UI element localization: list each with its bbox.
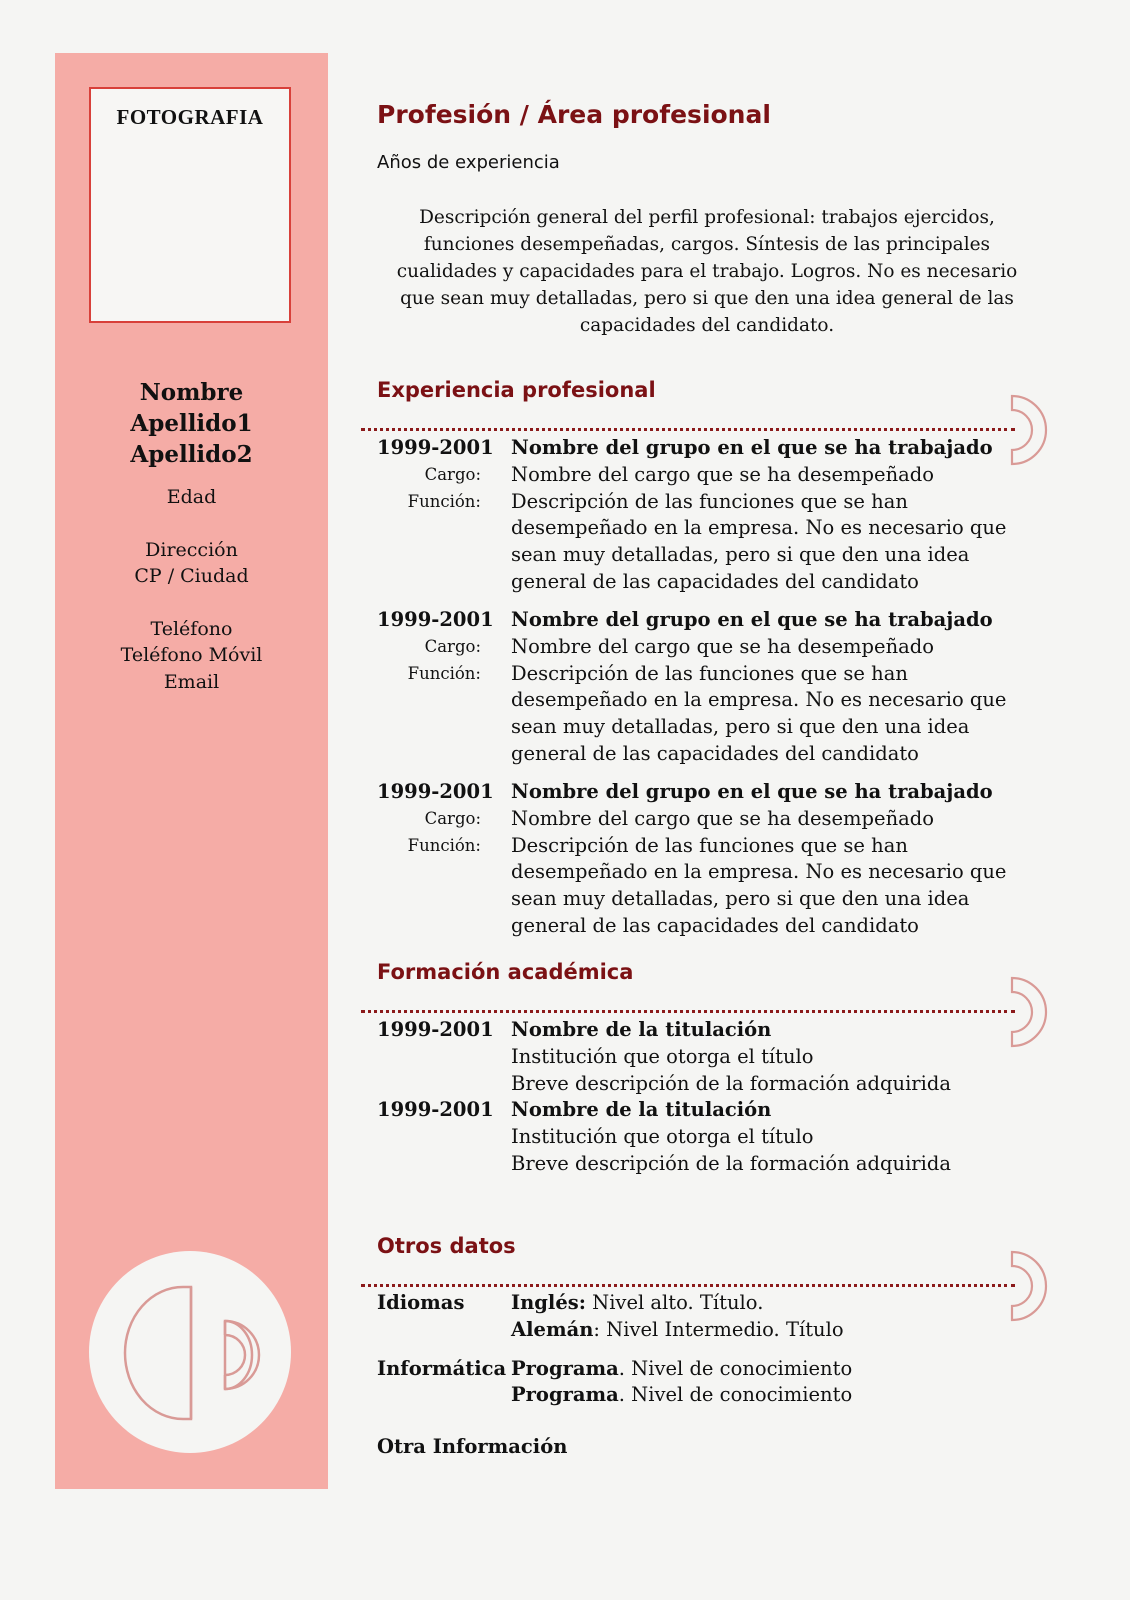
cargo-label: Cargo: <box>424 636 481 656</box>
experience-section-title: Experiencia profesional <box>377 378 656 402</box>
other-section-title: Otros datos <box>377 1234 516 1258</box>
profile-description: Descripción general del perfil profesional: trabajos ejercidos, funciones desempeñadas, cargos. Síntesis de las principales cualidades y capacidades para el trabajo. Logros. No es necesario que sean muy detalladas, pero si que den una idea general de las capacidades del candidato. <box>396 207 1018 336</box>
entry-description-line: sean muy detalladas, pero si que den una idea <box>511 543 970 567</box>
personal-info <box>55 377 328 695</box>
languages-label: Idiomas <box>377 1291 465 1314</box>
institution: Institución que otorga el título <box>511 1124 814 1148</box>
program-name: Programa <box>511 1383 619 1407</box>
entry-role: Nombre del cargo que se ha desempeñado <box>511 806 934 830</box>
education-section-title: Formación académica <box>377 960 634 984</box>
funcion-label: Función: <box>407 663 481 683</box>
experience-entry <box>377 779 1077 940</box>
entry-years: 1999-2001 <box>377 1098 494 1121</box>
profession-title: Profesión / Área profesional <box>377 100 771 129</box>
entry-years: 1999-2001 <box>377 780 494 803</box>
mobile-phone: Teléfono Móvil <box>120 644 263 666</box>
cargo-label: Cargo: <box>424 808 481 828</box>
other-divider <box>361 1284 1015 1287</box>
degree-description: Breve descripción de la formación adquirida <box>511 1151 951 1175</box>
entry-description-line: desempeñado en la empresa. No es necesario que <box>511 516 1007 540</box>
education-entry <box>377 1017 1077 1097</box>
age: Edad <box>166 486 217 508</box>
years-of-experience: Años de experiencia <box>377 152 560 173</box>
surname-1: Apellido1 <box>130 410 253 437</box>
phone: Teléfono <box>150 617 233 640</box>
language-level: Nivel alto. Título. <box>585 1291 764 1314</box>
first-name: Nombre <box>139 379 244 406</box>
photo-label: FOTOGRAFIA <box>116 105 264 129</box>
logo-icon <box>89 1251 291 1453</box>
entry-company: Nombre del grupo en el que se ha trabajado <box>511 608 993 631</box>
program-name: Programa <box>511 1356 619 1380</box>
email: Email <box>163 670 220 693</box>
cargo-label: Cargo: <box>424 464 481 484</box>
degree-description: Breve descripción de la formación adquirida <box>511 1071 951 1095</box>
education-divider <box>361 1010 1015 1013</box>
entry-role: Nombre del cargo que se ha desempeñado <box>511 462 934 486</box>
entry-description-line: sean muy detalladas, pero si que den una idea <box>511 715 970 739</box>
degree-name: Nombre de la titulación <box>511 1098 772 1121</box>
sidebar <box>55 53 328 1489</box>
entry-description-line: Descripción de las funciones que se han <box>511 833 908 857</box>
entry-description-line: desempeñado en la empresa. No es necesario que <box>511 688 1007 712</box>
entry-description-line: sean muy detalladas, pero si que den una idea <box>511 887 970 911</box>
entry-description-line: general de las capacidades del candidato <box>511 569 919 593</box>
entry-description-line: Descripción de las funciones que se han <box>511 661 908 685</box>
entry-years: 1999-2001 <box>377 1018 494 1041</box>
surname-2: Apellido2 <box>130 441 253 468</box>
experience-divider <box>361 428 1015 431</box>
entry-company: Nombre del grupo en el que se ha trabajado <box>511 436 993 459</box>
program-level: . Nivel de conocimiento <box>618 1383 853 1407</box>
it-label: Informática <box>377 1356 507 1380</box>
language-name: Alemán <box>511 1317 594 1341</box>
degree-name: Nombre de la titulación <box>511 1018 772 1041</box>
other-information: Otra Información <box>377 1435 568 1458</box>
entry-description-line: desempeñado en la empresa. No es necesario que <box>511 860 1007 884</box>
entry-role: Nombre del cargo que se ha desempeñado <box>511 634 934 658</box>
other-data <box>377 1290 1077 1409</box>
entry-years: 1999-2001 <box>377 436 494 459</box>
education-entry <box>377 1097 1077 1177</box>
funcion-label: Función: <box>407 835 481 855</box>
entry-description-line: general de las capacidades del candidato <box>511 913 919 937</box>
entry-company: Nombre del grupo en el que se ha trabajado <box>511 780 993 803</box>
institution: Institución que otorga el título <box>511 1044 814 1068</box>
language-level: : Nivel Intermedio. Título <box>593 1317 844 1341</box>
language-name: Inglés: <box>511 1291 586 1314</box>
entry-description-line: Descripción de las funciones que se han <box>511 489 908 513</box>
city: CP / Ciudad <box>134 565 249 587</box>
experience-entry <box>377 607 1077 768</box>
experience-entry <box>377 435 1077 596</box>
entry-years: 1999-2001 <box>377 608 494 631</box>
program-level: . Nivel de conocimiento <box>618 1356 853 1380</box>
photo-placeholder <box>89 87 291 323</box>
address: Dirección <box>145 538 238 561</box>
funcion-label: Función: <box>407 491 481 511</box>
entry-description-line: general de las capacidades del candidato <box>511 741 919 765</box>
